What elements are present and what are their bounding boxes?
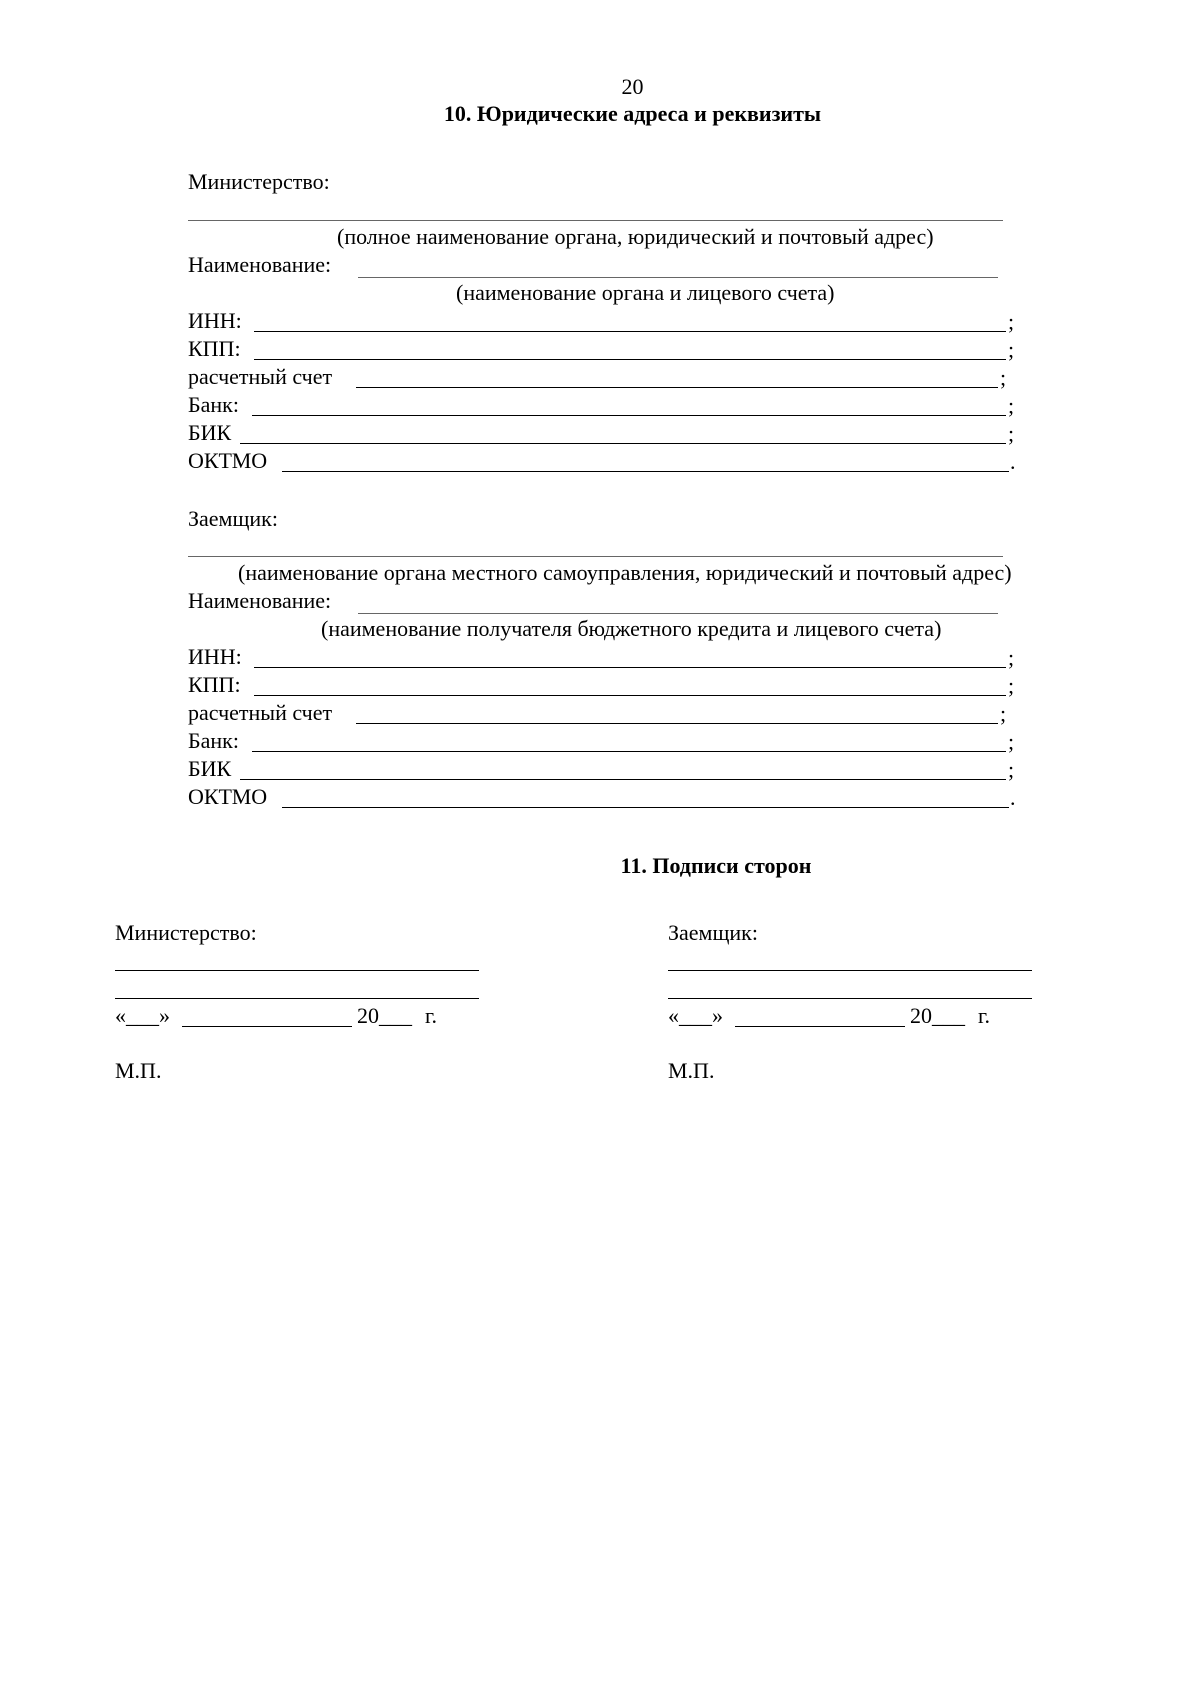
- ministry-name-field[interactable]: [358, 277, 998, 278]
- ministry-bik-label: БИК: [188, 420, 232, 445]
- semicolon: ;: [1000, 365, 1007, 390]
- borrower-bik-field[interactable]: [240, 779, 1006, 780]
- semicolon: ;: [1008, 393, 1015, 418]
- borrower-bik-label: БИК: [188, 756, 232, 781]
- section-10-title: 10. Юридические адреса и реквизиты: [443, 101, 822, 126]
- section-11-title: 11. Подписи сторон: [620, 853, 812, 878]
- ministry-inn-label: ИНН:: [188, 308, 242, 333]
- borrower-account-field[interactable]: [356, 723, 998, 724]
- ministry-inn-field[interactable]: [254, 331, 1006, 332]
- ministry-stamp: М.П.: [115, 1058, 162, 1083]
- ministry-date-suffix: г.: [425, 1003, 438, 1028]
- period: .: [1010, 449, 1016, 474]
- semicolon: ;: [1008, 729, 1015, 754]
- borrower-oktmo-field[interactable]: [282, 807, 1009, 808]
- ministry-bank-field[interactable]: [252, 415, 1006, 416]
- ministry-bik-field[interactable]: [240, 443, 1006, 444]
- ministry-signatory-field[interactable]: [115, 970, 479, 971]
- ministry-date-year: 20___: [357, 1003, 412, 1028]
- ministry-heading: Министерство:: [188, 169, 330, 194]
- period: .: [1010, 785, 1016, 810]
- borrower-signature-field[interactable]: [668, 998, 1032, 999]
- borrower-bank-field[interactable]: [252, 751, 1006, 752]
- borrower-date-year: 20___: [910, 1003, 965, 1028]
- borrower-kpp-field[interactable]: [254, 695, 1006, 696]
- ministry-kpp-label: КПП:: [188, 336, 241, 361]
- ministry-org-caption: (полное наименование органа, юридический и почтовый адрес): [337, 224, 934, 249]
- page-number: 20: [621, 74, 644, 99]
- ministry-date-month-field[interactable]: [182, 1026, 352, 1027]
- borrower-bank-label: Банк:: [188, 728, 239, 753]
- borrower-date-month-field[interactable]: [735, 1026, 905, 1027]
- borrower-kpp-label: КПП:: [188, 672, 241, 697]
- semicolon: ;: [1008, 337, 1015, 362]
- borrower-oktmo-label: ОКТМО: [188, 784, 268, 809]
- ministry-kpp-field[interactable]: [254, 359, 1006, 360]
- borrower-signatory-field[interactable]: [668, 970, 1032, 971]
- borrower-date-day: «___»: [668, 1003, 723, 1028]
- ministry-date-day: «___»: [115, 1003, 170, 1028]
- borrower-org-caption: (наименование органа местного самоуправления, юридический и почтовый адрес): [238, 560, 1012, 585]
- semicolon: ;: [1008, 421, 1015, 446]
- ministry-oktmo-field[interactable]: [282, 471, 1009, 472]
- ministry-account-label: расчетный счет: [188, 364, 333, 389]
- ministry-name-label: Наименование:: [188, 252, 332, 277]
- borrower-name-field[interactable]: [358, 613, 998, 614]
- borrower-org-field[interactable]: [188, 556, 1003, 557]
- semicolon: ;: [1008, 645, 1015, 670]
- ministry-sign-heading: Министерство:: [115, 920, 257, 945]
- ministry-oktmo-label: ОКТМО: [188, 448, 268, 473]
- borrower-account-label: расчетный счет: [188, 700, 333, 725]
- borrower-inn-field[interactable]: [254, 667, 1006, 668]
- ministry-account-field[interactable]: [356, 387, 998, 388]
- ministry-signature-field[interactable]: [115, 998, 479, 999]
- semicolon: ;: [1008, 309, 1015, 334]
- ministry-bank-label: Банк:: [188, 392, 239, 417]
- semicolon: ;: [1008, 757, 1015, 782]
- borrower-name-caption: (наименование получателя бюджетного кредита и лицевого счета): [321, 616, 942, 641]
- semicolon: ;: [1000, 701, 1007, 726]
- borrower-inn-label: ИНН:: [188, 644, 242, 669]
- ministry-name-caption: (наименование органа и лицевого счета): [456, 280, 835, 305]
- borrower-sign-heading: Заемщик:: [668, 920, 758, 945]
- borrower-name-label: Наименование:: [188, 588, 332, 613]
- borrower-date-suffix: г.: [978, 1003, 991, 1028]
- semicolon: ;: [1008, 673, 1015, 698]
- borrower-stamp: М.П.: [668, 1058, 715, 1083]
- ministry-org-field[interactable]: [188, 220, 1003, 221]
- borrower-heading: Заемщик:: [188, 506, 278, 531]
